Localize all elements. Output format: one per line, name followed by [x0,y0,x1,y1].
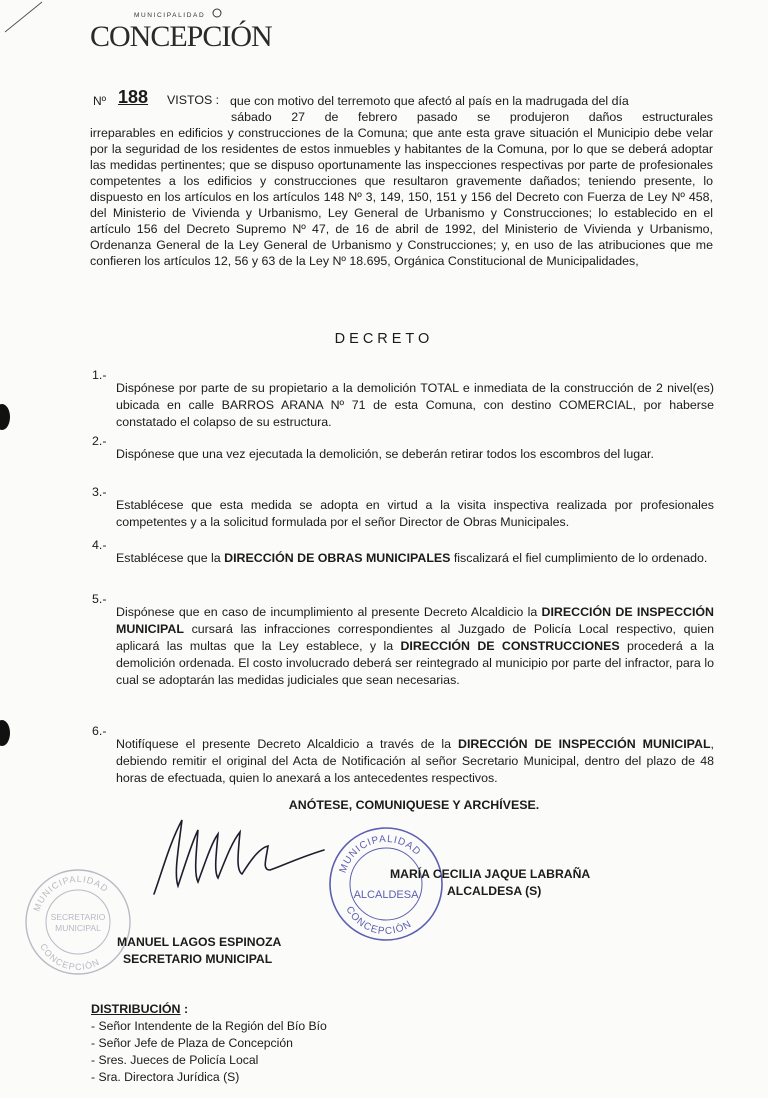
item-number: 1.- [92,368,107,382]
vistos-line-1: que con motivo del terremoto que afectó al país en la madrugada del día [230,94,629,108]
mayor-stamp [326,824,446,944]
punch-hole [0,404,10,430]
decree-item-1 [92,368,714,444]
direccion-construcciones: DIRECCIÓN DE CONSTRUCCIONES [400,639,620,654]
decree-item-5 [92,592,714,702]
vistos-label: VISTOS : [167,93,220,107]
closing-formula: ANÓTESE, COMUNIQUESE Y ARCHÍVESE. [288,798,540,812]
decree-item-3 [92,485,714,544]
item-number: 3.- [92,485,107,499]
punch-hole [0,720,10,746]
distribution-item: - Sres. Jueces de Policía Local [91,1053,259,1067]
direccion-inspeccion-municipal: DIRECCIÓN DE INSPECCIÓN MUNICIPAL [116,605,714,637]
item-text: Dispónese por parte de su propietario a la demolición TOTAL e inmediata de la construcción de 2 nivel(es) ubicada en calle BARROS ARANA Nº 71 de esta Comuna, con destino COMERCIAL, por haberse constatado el colapso de su estructura. [116,381,714,430]
item-text: Dispónese que en caso de incumplimiento al presente Decreto Alcaldicio la DIRECCIÓN DE INSPECCIÓN MUNICIPAL cursará las infracciones correspondientes al Juzgado de Policía Local respectivo, quien aplicará las multas que la Ley establece, y la DIRECCIÓN DE CONSTRUCCIONES procederá a la demolición ordenada. El costo involucrado deberá ser reintegrado al municipio por parte del infractor, para lo cual se adoptarán las medidas judiciales que sean necesarias. [116,605,714,688]
item-number: 5.- [92,592,107,606]
direccion-obras-municipales: DIRECCIÓN DE OBRAS MUNICIPALES [224,551,451,566]
decree-number-label: Nº [93,94,107,108]
decree-item-4 [92,538,714,580]
item-text: Notifíquese el presente Decreto Alcaldicio a través de la DIRECCIÓN DE INSPECCIÓN MUNICIPAL, debiendo remitir el original del Acta de Notificación al señor Secretario Municipal, dentro del plazo de 48 horas de efectuada, quien lo anexará a los antecedentes respectivos. [116,737,714,786]
mayor-stamp-top-text: MUNICIPALIDAD [337,833,423,875]
secretary-stamp [22,866,134,978]
distribution-item: - Señor Intendente de la Región del Bío Bío [91,1019,327,1033]
secretary-name: MANUEL LAGOS ESPINOZA [117,935,282,949]
item-number: 4.- [92,538,107,552]
mayor-name: MARÍA CECILIA JAQUE LABRAÑA [390,867,591,881]
handwritten-signature [148,812,328,902]
distribution-title: DISTRIBUCIÓN : [91,1002,189,1016]
secretary-title: SECRETARIO MUNICIPAL [123,952,273,966]
logo-concepcion-text: CONCEPCIÓN [90,20,272,53]
decreto-title: DECRETO [334,331,434,347]
secretary-stamp-center-2: MUNICIPAL [55,923,101,933]
logo-crest-icon [210,6,224,20]
secretary-stamp-center-1: SECRETARIO [50,912,106,922]
vistos-body: irreparables en edificios y construcciones de la Comuna; que ante esta grave situación el Municipio debe velar por la seguridad de los residentes de estos inmuebles y habitantes de la Comuna, por lo que se deberá adoptar las medidas pertinentes; que se dispuso oportunamente las inspecciones respectivas por parte de profesionales competentes a los edificios y construcciones que resultaron gravemente dañados; teniendo presente, lo dispuesto en los artículos en los artículos 148 Nº 3, 149, 150, 151 y 156 del Decreto con Fuerza de Ley Nº 458, del Ministerio de Vivienda y Urbanismo, Ley General de Urbanismo y Construcciones; lo establecido en el artículo 156 del Decreto Supremo Nº 47, de 16 de abril de 1992, del Ministerio de Vivienda y Urbanismo, Ordenanza General de la Ley General de Urbanismo y Construcciones; y, en uso de las atribuciones que me confieren los artículos 12, 56 y 63 de la Ley Nº 18.695, Orgánica Constitucional de Municipalidades, [90,126,713,268]
svg-text:MUNICIPALIDAD [32,874,111,913]
vistos-line-2: sábado 27 de febrero pasado se produjeron daños estructurales [231,110,713,124]
item-text: Establécese que esta medida se adopta en virtud a la visita inspectiva realizada por profesionales competentes y a la solicitud formulada por el señor Director de Obras Municipales. [116,498,714,530]
item-text: Dispónese que una vez ejecutada la demolición, se deberán retirar todos los escombros del lugar. [116,447,654,462]
secretary-stamp-top-text: MUNICIPALIDAD [31,873,111,913]
distribution-item: - Señor Jefe de Plaza de Concepción [91,1036,293,1050]
decree-item-6 [92,724,714,800]
mayor-stamp-bottom-text: CONCEPCIÓN [343,904,414,938]
decree-item-2 [92,434,714,476]
svg-text:CONCEPCIÓN [38,942,101,972]
secretary-stamp-bottom-text: CONCEPCIÓN [38,941,102,973]
item-number: 2.- [92,434,107,448]
distribution-item: - Sra. Directora Jurídica (S) [91,1070,240,1084]
mayor-stamp-center-text: ALCALDESA [353,889,419,901]
mayor-title: ALCALDESA (S) [447,884,542,898]
pen-mark [0,0,60,40]
logo-municipalidad-text: MUNICIPALIDAD [134,12,206,19]
item-number: 6.- [92,724,107,738]
decree-number: 188 [118,87,149,107]
svg-text:CONCEPCIÓN [343,905,414,937]
item-text: Establécese que la DIRECCIÓN DE OBRAS MUNICIPALES fiscalizará el fiel cumplimiento de lo ordenado. [116,551,708,566]
direccion-inspeccion-municipal: DIRECCIÓN DE INSPECCIÓN MUNICIPAL [458,737,711,752]
